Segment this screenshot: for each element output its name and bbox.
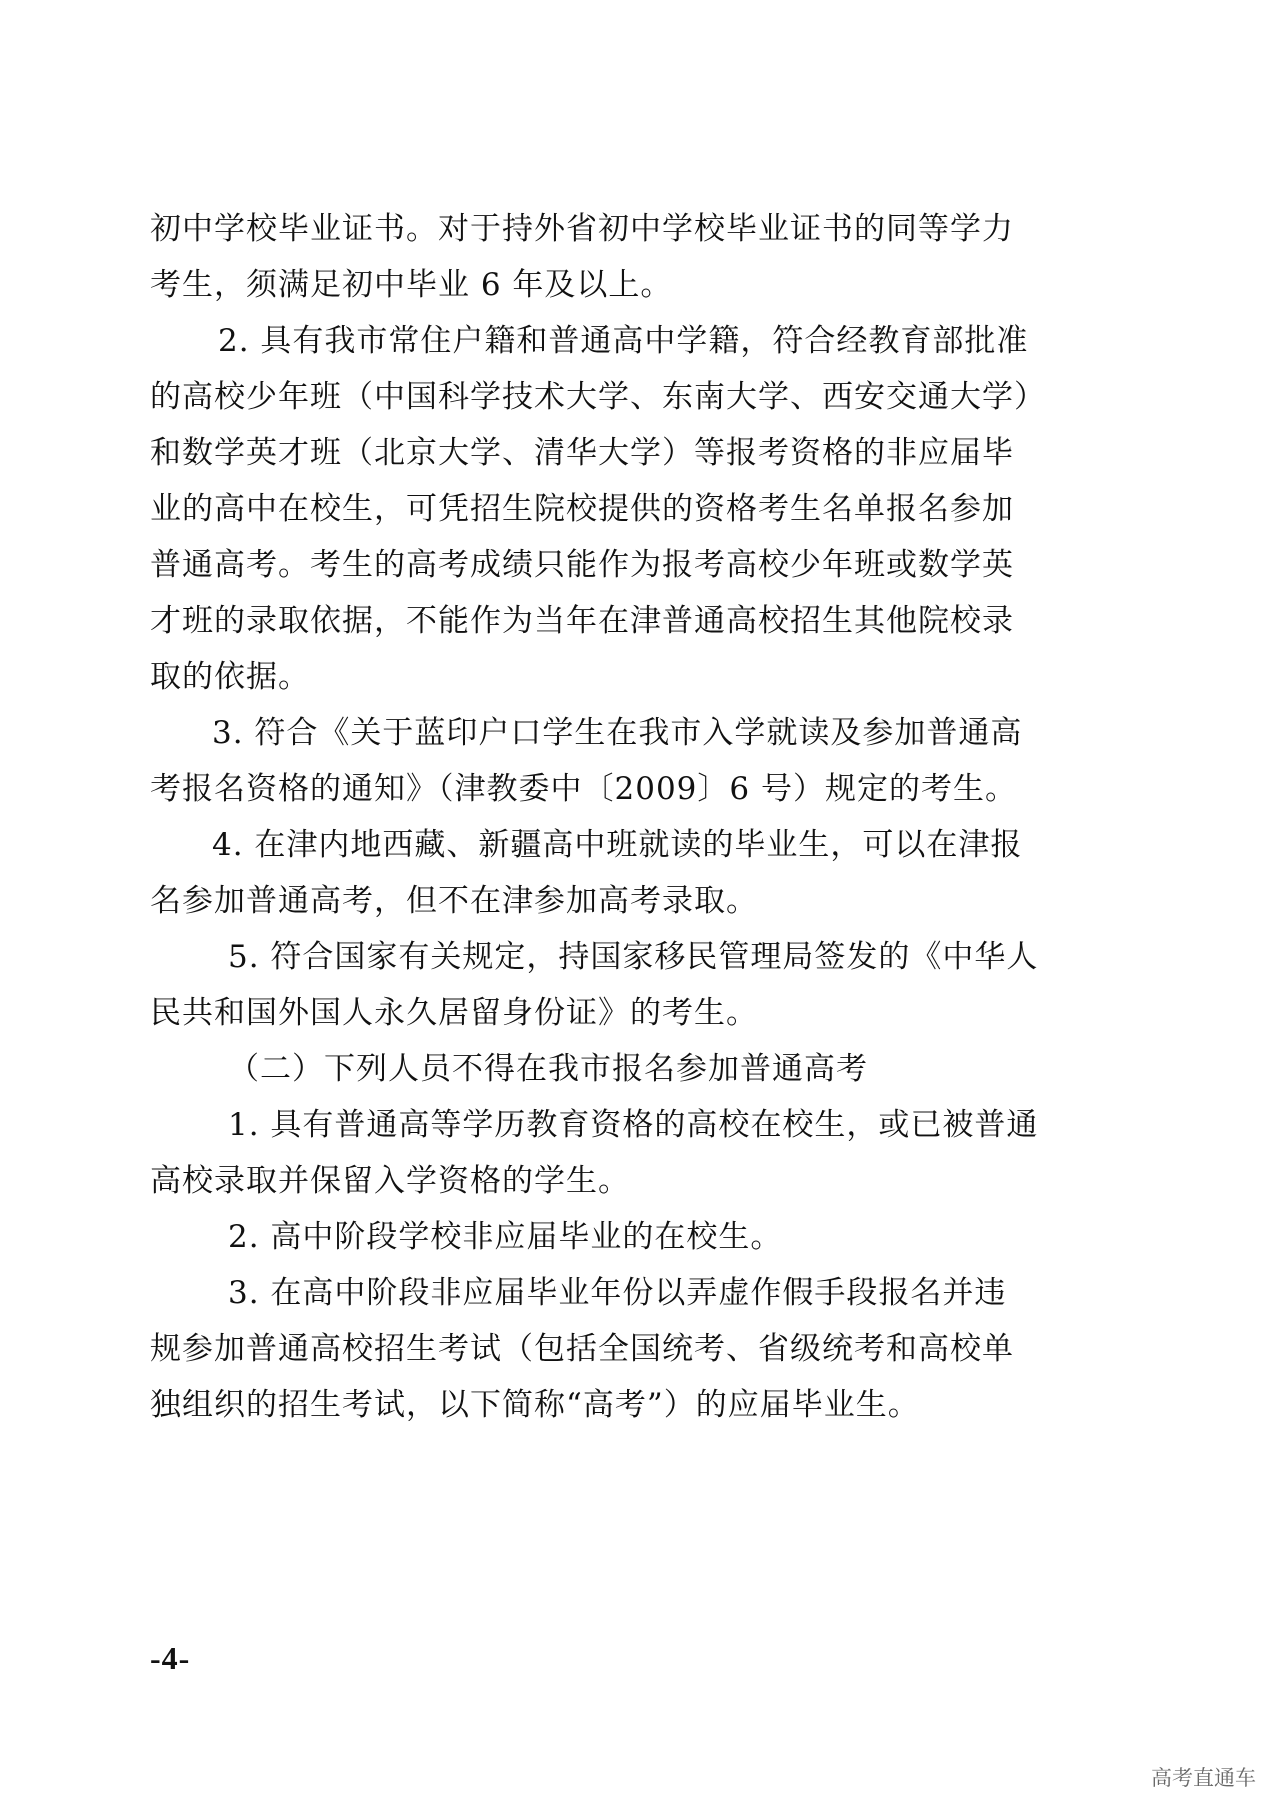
text-line: 名参加普通高考，但不在津参加高考录取。 — [150, 883, 758, 919]
section-heading: （二）下列人员不得在我市报名参加普通高考 — [228, 1051, 868, 1087]
page-number: -4- — [150, 1640, 191, 1676]
text-line: 考报名资格的通知》（津教委中〔2009〕6 号）规定的考生。 — [150, 771, 1017, 807]
text-line: 初中学校毕业证书。对于持外省初中学校毕业证书的同等学力 — [150, 211, 1014, 247]
text-line: 业的高中在校生，可凭招生院校提供的资格考生名单报名参加 — [150, 491, 1014, 527]
paragraph-4-start: 4. 在津内地西藏、新疆高中班就读的毕业生，可以在津报 — [212, 827, 1023, 863]
text-line: 取的依据。 — [150, 659, 310, 695]
text-line: 民共和国外国人永久居留身份证》的考生。 — [150, 995, 758, 1031]
text-line: 考生，须满足初中毕业 6 年及以上。 — [150, 267, 673, 303]
paragraph-3-start: 3. 在高中阶段非应届毕业年份以弄虚作假手段报名并违 — [228, 1275, 1007, 1311]
text-line: 普通高考。考生的高考成绩只能作为报考高校少年班或数学英 — [150, 547, 1014, 583]
text-line: 才班的录取依据，不能作为当年在津普通高校招生其他院校录 — [150, 603, 1014, 639]
text-line: 的高校少年班（中国科学技术大学、东南大学、西安交通大学） — [150, 379, 1046, 415]
paragraph-2-start: 2. 具有我市常住户籍和普通高中学籍，符合经教育部批准 — [218, 323, 1029, 359]
paragraph-5-start: 5. 符合国家有关规定，持国家移民管理局签发的《中华人 — [228, 939, 1039, 975]
paragraph-1-start: 1. 具有普通高等学历教育资格的高校在校生，或已被普通 — [228, 1107, 1039, 1143]
text-line: 高校录取并保留入学资格的学生。 — [150, 1163, 630, 1199]
text-line: 独组织的招生考试，以下简称“高考”）的应届毕业生。 — [150, 1387, 920, 1423]
watermark-text: 高考直通车 — [1151, 1766, 1256, 1790]
paragraph-3-start: 3. 符合《关于蓝印户口学生在我市入学就读及参加普通高 — [212, 715, 1023, 751]
text-line: 规参加普通高校招生考试（包括全国统考、省级统考和高校单 — [150, 1331, 1014, 1367]
text-line: 和数学英才班（北京大学、清华大学）等报考资格的非应届毕 — [150, 435, 1014, 471]
paragraph-2-start: 2. 高中阶段学校非应届毕业的在校生。 — [228, 1219, 783, 1255]
